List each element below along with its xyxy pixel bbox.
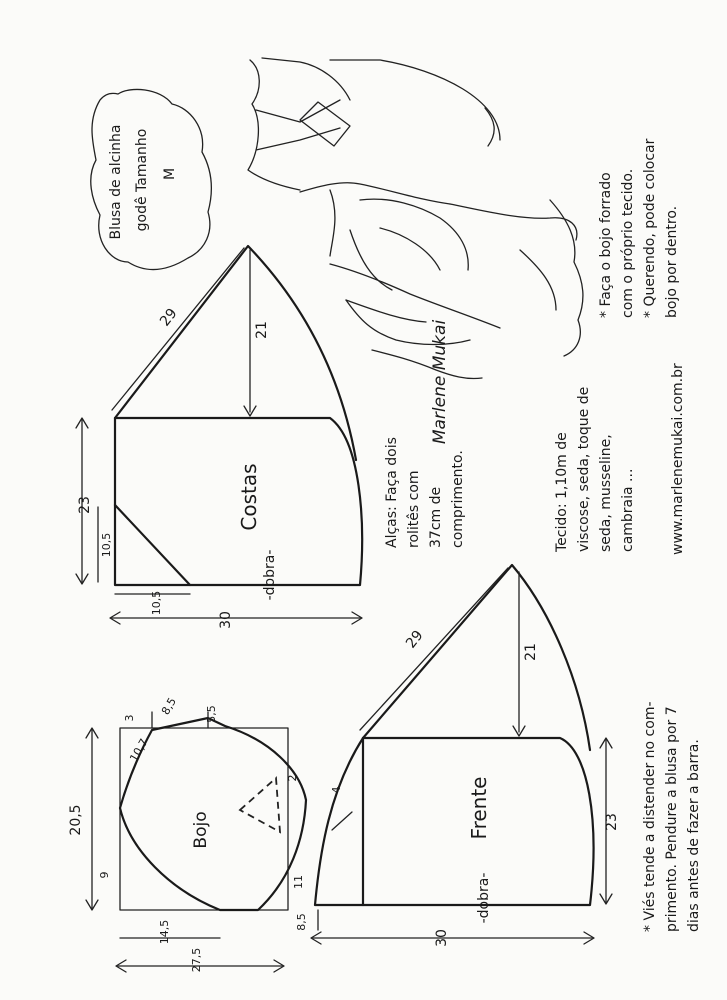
frente-label: Frente xyxy=(467,776,491,840)
tecido-note xyxy=(554,387,636,553)
website-link[interactable]: www.marlenemukai.com.br xyxy=(670,363,686,555)
alcas-note xyxy=(384,437,466,548)
frente-fold-label: -dobra- xyxy=(476,872,492,924)
frente-neck-curve xyxy=(315,738,363,905)
costas-strap-outline xyxy=(115,246,356,460)
frente-notch-mark xyxy=(332,812,352,830)
title-line2: godê Tamanho xyxy=(134,128,150,232)
bojo-upper-label: 9 xyxy=(98,871,111,879)
vies-line2: primento. Pendure a blusa por 7 xyxy=(664,706,680,932)
title-size: M xyxy=(162,167,178,181)
alcas-line2: rolitês com xyxy=(406,470,422,548)
frente-height-label: 23 xyxy=(604,813,620,831)
vies-line3: dias antes de fazer a barra. xyxy=(686,739,702,932)
tecido-line3: seda, musseline, xyxy=(598,434,614,552)
frente-strap-arrow xyxy=(360,568,508,730)
costas-label: Costas xyxy=(237,463,261,531)
frente-depth-label: 21 xyxy=(523,643,539,661)
signature-text: Marlene Mukai xyxy=(430,319,450,445)
vies-line1: * Viés tende a distender no com- xyxy=(642,701,658,932)
costas-width-label: 30 xyxy=(218,611,234,629)
frente-piece xyxy=(295,565,620,947)
bojo-bottom-a-label: 14,5 xyxy=(158,919,171,945)
costas-height-label: 23 xyxy=(77,496,93,514)
costas-strap-label: 29 xyxy=(157,305,181,330)
bojo-tip-line4: bojo por dentro. xyxy=(664,205,680,318)
bojo-bottom-b-label: 27,5 xyxy=(190,947,203,973)
title-line1: Blusa de alcinha xyxy=(108,124,124,240)
alcas-line4: comprimento. xyxy=(450,450,466,548)
frente-notch-label: 4 xyxy=(330,786,343,794)
bojo-side-a-label: 10,7 xyxy=(127,736,151,765)
bojo-height-label: 20,5 xyxy=(68,804,84,836)
bojo-tip-line1: * Faça o bojo forrado xyxy=(598,172,614,318)
bojo-top-a-label: 3 xyxy=(123,714,136,722)
tecido-line1: Tecido: 1,10m de xyxy=(554,432,570,552)
frente-width-label: 30 xyxy=(434,929,450,947)
bojo-dart xyxy=(240,778,280,832)
title-cloud xyxy=(91,89,212,269)
costas-fold-label: -dobra- xyxy=(262,549,278,601)
alcas-line3: 37cm de xyxy=(428,486,444,548)
vies-note xyxy=(642,701,702,932)
bojo-top-b-label: 8,5 xyxy=(158,695,179,718)
bojo-tip-line2: com o próprio tecido. xyxy=(620,168,636,318)
frente-strap-label: 29 xyxy=(403,627,427,652)
costas-corner-b-label: 10,5 xyxy=(150,590,163,616)
frente-corner-label: 8,5 xyxy=(295,913,308,931)
costas-corner-a-label: 10,5 xyxy=(100,532,113,558)
bojo-tip-line3: * Querendo, pode colocar xyxy=(642,138,658,318)
costas-depth-label: 21 xyxy=(254,321,270,339)
costas-piece xyxy=(76,246,362,629)
bojo-tip-note xyxy=(598,138,680,318)
bojo-lower-label: 11 xyxy=(292,875,305,889)
bojo-top-c-label: 5,5 xyxy=(205,705,218,723)
signature xyxy=(372,320,482,445)
costas-neck-diagonal xyxy=(115,505,190,585)
alcas-line1: Alças: Faça dois xyxy=(384,437,400,548)
bojo-dart-label: 2 xyxy=(286,774,299,782)
tecido-line2: viscose, seda, toque de xyxy=(576,386,592,552)
tecido-line4: cambraia ... xyxy=(620,468,636,552)
bojo-piece xyxy=(68,695,306,972)
costas-strap-arrow xyxy=(112,248,244,410)
bojo-label: Bojo xyxy=(191,811,211,849)
frente-strap-outline xyxy=(363,565,590,750)
